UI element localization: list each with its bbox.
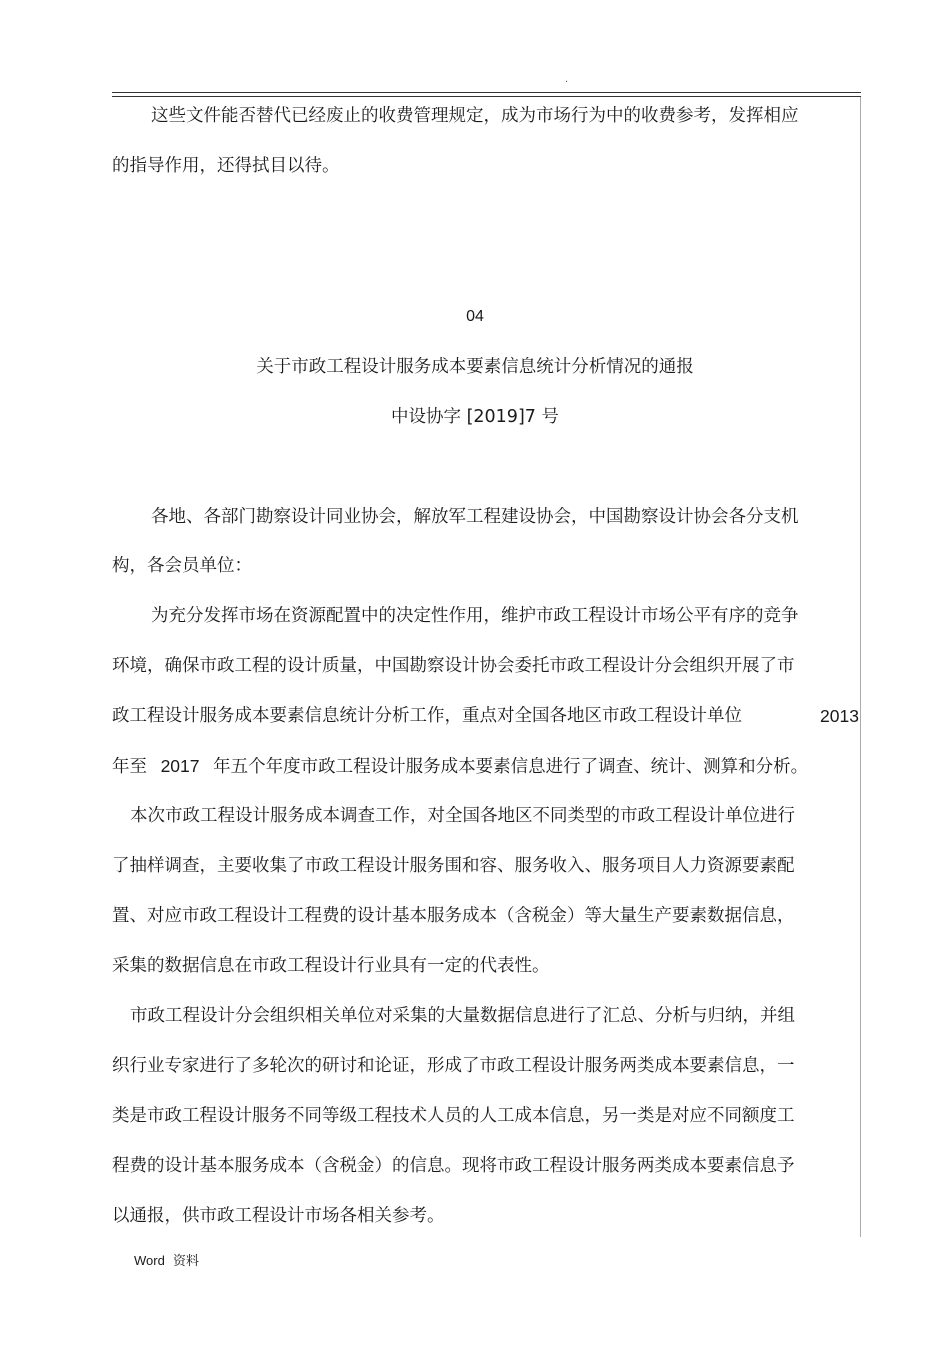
para1-line-2: 环境，确保市政工程的设计质量，中国勘察设计协会委托市政工程设计分会组织开展了市 [112, 656, 795, 676]
salutation-line-1: 各地、各部门勘察设计同业协会，解放军工程建设协会，中国勘察设计协会各分支机 [151, 507, 799, 527]
para1-line-1: 为充分发挥市场在资源配置中的决定性作用，维护市政工程设计市场公平有序的竞争 [151, 606, 799, 626]
page-footer [134, 1250, 199, 1269]
para3-line-4: 程费的设计基本服务成本（含税金）的信息。现将市政工程设计服务两类成本要素信息予 [112, 1156, 795, 1176]
para2-line-2: 了抽样调查，主要收集了市政工程设计服务围和容、服务收入、服务项目人力资源要素配 [112, 856, 795, 876]
header-rule-top [112, 92, 861, 93]
intro-line-2: 的指导作用，还得拭目以待。 [112, 156, 340, 176]
para2-line-3: 置、对应市政工程设计工程费的设计基本服务成本（含税金）等大量生产要素数据信息， [112, 906, 795, 926]
para1-line-4-start: 年至 [112, 757, 147, 777]
salutation-line-2: 构，各会员单位： [112, 556, 252, 576]
para3-line-2: 织行业专家进行了多轮次的研讨和论证，形成了市政工程设计服务两类成本要素信息，一 [112, 1056, 795, 1076]
footer-word: Word [134, 1253, 165, 1268]
header-rule-bottom [112, 96, 861, 97]
para1-line-3: 政工程设计服务成本要素信息统计分析工作，重点对全国各地区市政工程设计单位 [112, 706, 742, 726]
para2-line-1: 本次市政工程设计服务成本调查工作，对全国各地区不同类型的市政工程设计单位进行 [130, 806, 795, 826]
intro-line-1: 这些文件能否替代已经废止的收费管理规定，成为市场行为中的收费参考，发挥相应 [151, 106, 799, 126]
para2-line-4: 采集的数据信息在市政工程设计行业具有一定的代表性。 [112, 956, 550, 976]
para1-line-4-end: 年五个年度市政工程设计服务成本要素信息进行了调查、统计、测算和分析。 [213, 757, 809, 777]
para1-line-4 [112, 754, 808, 779]
para3-line-1: 市政工程设计分会组织相关单位对采集的大量数据信息进行了汇总、分析与归纳，并组 [130, 1006, 795, 1026]
header-mark: . [565, 74, 569, 85]
section-number: 04 [466, 308, 484, 325]
right-margin-rule [860, 97, 861, 1237]
footer-label: 资料 [172, 1254, 199, 1269]
para1-year-2013: 2013 [820, 706, 859, 726]
para1-year-2017: 2017 [160, 756, 200, 776]
para3-line-5: 以通报，供市政工程设计市场各相关参考。 [112, 1206, 445, 1226]
section-title: 关于市政工程设计服务成本要素信息统计分析情况的通报 [256, 357, 694, 377]
document-number: 中设协字 [2019]7 号 [391, 407, 559, 427]
para3-line-3: 类是市政工程设计服务不同等级工程技术人员的人工成本信息，另一类是对应不同额度工 [112, 1106, 795, 1126]
